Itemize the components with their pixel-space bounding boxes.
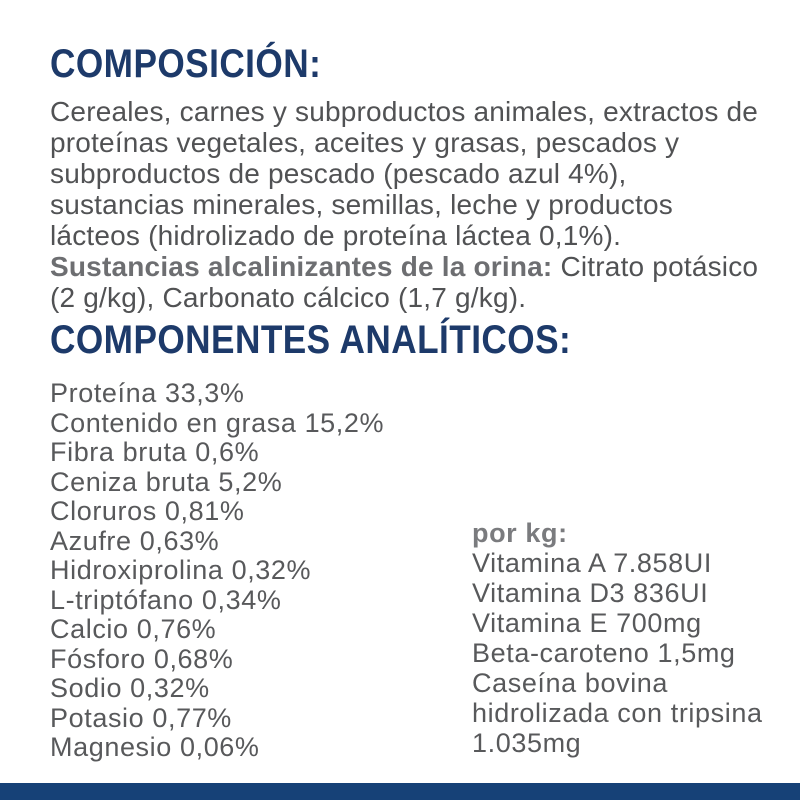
per-kg-item: Vitamina A 7.858UI	[472, 548, 712, 578]
footer-bar	[0, 783, 800, 800]
analytical-component-item: Potasio 0,77%	[50, 702, 232, 733]
analytical-component-item: Fósforo 0,68%	[50, 643, 234, 674]
analytical-component-item: Cloruros 0,81%	[50, 496, 245, 526]
analytical-components-list	[50, 379, 470, 763]
analytical-component-item: Azufre 0,63%	[50, 525, 220, 556]
per-kg-item: Beta-caroteno 1,5mg	[472, 638, 736, 668]
composition-body-text: Cereales, carnes y subproductos animales, extractos de proteínas vegetales, aceites y grasas, pescados y subproductos de pescado (pescado azul 4%), sustancias minerales, semillas, leche y productos lácteos (hidrolizado de proteína láctea 0,1%).	[50, 96, 759, 251]
per-kg-item: Vitamina D3 836UI	[472, 578, 709, 608]
analytical-component-item: Fibra bruta 0,6%	[50, 437, 260, 467]
analytical-components-title: COMPONENTES ANALÍTICOS:	[50, 318, 572, 362]
analytical-component-item: Proteína 33,3%	[50, 378, 245, 408]
analytical-component-item: L-triptófano 0,34%	[50, 584, 282, 615]
per-kg-label: por kg:	[472, 518, 568, 548]
analytical-component-item: Magnesio 0,06%	[50, 732, 260, 762]
composition-title: COMPOSICIÓN:	[50, 42, 322, 86]
analytical-component-item: Hidroxiprolina 0,32%	[50, 555, 312, 585]
alkalizing-substances-value: Citrato potásico (2 g/kg), Carbonato cálcico (1,7 g/kg).	[50, 251, 759, 313]
analytical-component-item: Calcio 0,76%	[50, 614, 217, 644]
per-kg-section	[472, 518, 772, 758]
alkalizing-substances-label: Sustancias alcalinizantes de la orina:	[50, 251, 553, 282]
analytical-component-item: Sodio 0,32%	[50, 673, 210, 703]
per-kg-list	[472, 548, 772, 758]
per-kg-item: Caseína bovina hidrolizada con tripsina 1.035mg	[472, 668, 763, 758]
analytical-component-item: Ceniza bruta 5,2%	[50, 466, 283, 497]
per-kg-item: Vitamina E 700mg	[472, 608, 702, 638]
composition-paragraph	[50, 96, 768, 313]
analytical-component-item: Contenido en grasa 15,2%	[50, 407, 385, 438]
